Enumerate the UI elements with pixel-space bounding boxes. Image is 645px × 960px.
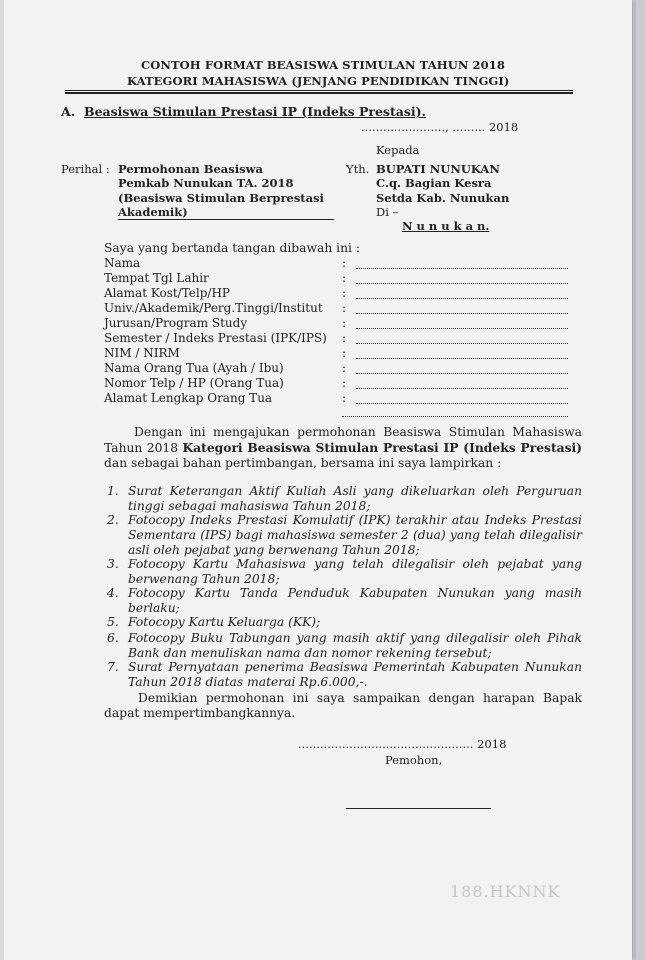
recipient-line-2: C.q. Bagian Kesra [376, 176, 492, 190]
signature-date: ................................................ 2018 [298, 737, 507, 751]
field-colon: : [342, 271, 347, 285]
perihal-underline [118, 219, 334, 220]
field-label-jurusan: Jurusan/Program Study [104, 316, 248, 330]
field-colon: : [342, 346, 347, 360]
recipient-line-1: BUPATI NUNUKAN [376, 162, 500, 176]
field-label-nama: Nama [104, 256, 141, 270]
perihal-line-1: Permohonan Beasiswa [118, 162, 263, 176]
attachment-item: Fotocopy Kartu Tanda Penduduk Kabupaten Nunukan yang masih berlaku; [128, 586, 582, 615]
intro-text: Saya yang bertanda tangan dibawah ini : [104, 241, 361, 255]
attachment-number: 4. [107, 586, 119, 600]
field-fill-line [356, 313, 568, 314]
attachment-item: Fotocopy Indeks Prestasi Komulatif (IPK) terakhir atau Indeks Prestasi Sementara (IPS) bagi mahasiswa semester 2 (dua) yang telah dilegalisir asli oleh pejabat yang berwenang Tahun 2018; [128, 513, 582, 557]
field-fill-line [356, 328, 568, 329]
field-label-alamat-kost: Alamat Kost/Telp/HP [104, 286, 230, 300]
body-paragraph-part2: dan sebagai bahan pertimbangan, bersama ini saya lampirkan : [104, 456, 502, 470]
header-line-1: CONTOH FORMAT BEASISWA STIMULAN TAHUN 2018 [141, 58, 505, 72]
perihal-label: Perihal : [61, 162, 110, 176]
field-label-universitas: Univ./Akademik/Perg.Tinggi/Institut [104, 301, 323, 315]
paper-edge-shadow [634, 0, 645, 960]
section-letter: A. [61, 104, 76, 119]
field-colon: : [342, 301, 347, 315]
perihal-line-2: Pemkab Nunukan TA. 2018 [118, 176, 294, 190]
field-fill-line [356, 388, 568, 389]
date-line: ......................., ......... 2018 [361, 120, 519, 134]
field-colon: : [342, 391, 347, 405]
attachment-number: 6. [107, 631, 119, 645]
field-label-telp-orang-tua: Nomor Telp / HP (Orang Tua) [104, 376, 284, 390]
header-rule-thin [65, 90, 573, 91]
field-fill-line [356, 403, 568, 404]
field-fill-line [356, 358, 568, 359]
signature-line [346, 808, 491, 809]
attachment-number: 1. [107, 484, 119, 498]
kepada-label: Kepada [376, 143, 420, 157]
field-colon: : [342, 286, 347, 300]
body-paragraph-bold: Kategori Beasiswa Stimulan Prestasi IP (Indeks Prestasi) [182, 440, 583, 455]
di-label: Di – [376, 205, 399, 219]
field-colon: : [342, 256, 347, 270]
closing-paragraph: Demikian permohonan ini saya sampaikan dengan harapan Bapak dapat mempertimbangkannya. [104, 691, 582, 720]
attachment-number: 7. [107, 660, 119, 674]
header-rule-thick [65, 92, 573, 94]
field-label-nim: NIM / NIRM [104, 346, 180, 360]
field-colon: : [342, 331, 347, 345]
field-label-alamat-orang-tua: Alamat Lengkap Orang Tua [104, 391, 273, 405]
attachment-number: 2. [107, 513, 119, 527]
attachment-number: 5. [107, 615, 119, 629]
body-paragraph-part1: Dengan ini mengajukan permohonan Beasiswa Stimulan Mahasiswa Tahun 2018 [104, 425, 582, 455]
field-fill-line [356, 373, 568, 374]
field-label-nama-orang-tua: Nama Orang Tua (Ayah / Ibu) [104, 361, 284, 375]
field-label-semester-ip: Semester / Indeks Prestasi (IPK/IPS) [104, 331, 327, 345]
field-colon: : [342, 316, 347, 330]
section-title: Beasiswa Stimulan Prestasi IP (Indeks Prestasi). [84, 104, 426, 119]
perihal-line-3: (Beasiswa Stimulan Berprestasi [118, 191, 324, 205]
recipient-city: N u n u k a n. [402, 219, 490, 233]
header-line-2: KATEGORI MAHASISWA (JENJANG PENDIDIKAN TINGGI) [127, 74, 510, 88]
recipient-line-3: Setda Kab. Nunukan [376, 191, 510, 205]
body-paragraph [104, 425, 582, 471]
attachment-item: Fotocopy Buku Tabungan yang masih aktif yang dilegalisir oleh Pihak Bank dan menuliskan nama dan nomor rekening tersebut; [128, 631, 582, 660]
attachment-item: Surat Pernyataan penerima Beasiswa Pemerintah Kabupaten Nunukan Tahun 2018 diatas materai Rp.6.000,-. [128, 660, 582, 689]
field-colon: : [342, 361, 347, 375]
field-fill-line-extra [342, 416, 568, 417]
field-label-tempat-tgl-lahir: Tempat Tgl Lahir [104, 271, 209, 285]
field-fill-line [356, 298, 568, 299]
attachment-number: 3. [107, 557, 119, 571]
yth-label: Yth. [346, 162, 370, 176]
attachment-item: Fotocopy Kartu Keluarga (KK); [128, 615, 321, 629]
pemohon-label: Pemohon, [385, 753, 443, 767]
attachment-item: Fotocopy Kartu Mahasiswa yang telah dilegalisir oleh pejabat yang berwenang Tahun 2018; [128, 557, 582, 586]
field-colon: : [342, 376, 347, 390]
watermark-text: 188.HKNNK [450, 882, 561, 901]
field-fill-line [356, 343, 568, 344]
field-fill-line [356, 268, 568, 269]
perihal-line-4: Akademik) [118, 205, 188, 219]
document-page [4, 0, 632, 960]
attachment-item: Surat Keterangan Aktif Kuliah Asli yang dikeluarkan oleh Perguruan tinggi sebagai mahasiswa Tahun 2018; [128, 484, 582, 513]
field-fill-line [356, 283, 568, 284]
